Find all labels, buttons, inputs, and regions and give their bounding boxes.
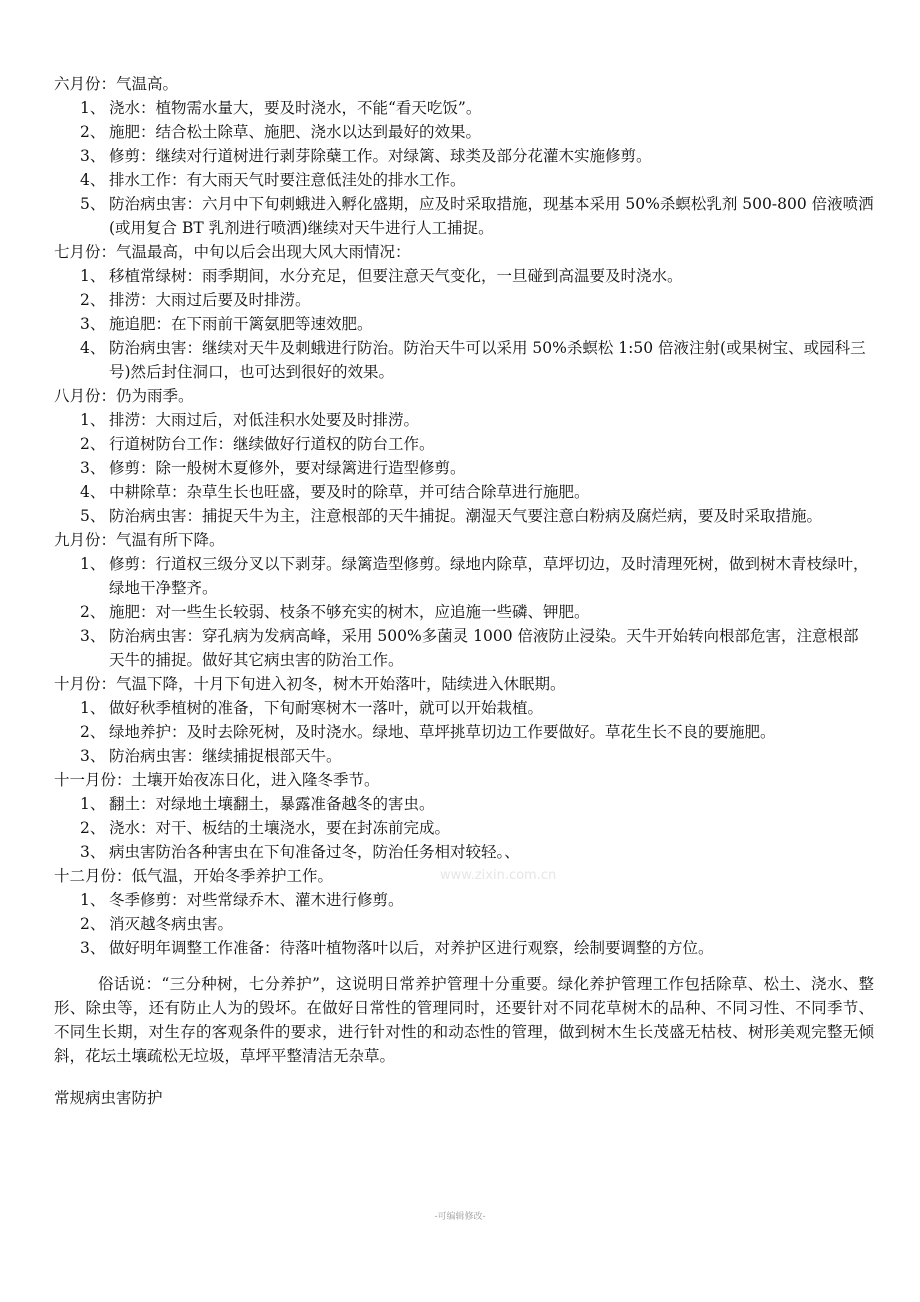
item-number: 3、 xyxy=(80,843,106,861)
list-item xyxy=(54,120,874,144)
summary-paragraph: 俗话说：“三分种树，七分养护”，这说明日常养护管理十分重要。绿化养护管理工作包括除草、松土、浇水、整形、除虫等，还有防止人为的毁坏。在做好日常性的管理同时，还要针对不同花草树木的品种、不同习性、不同季节、不同生长期，对生存的客观条件的要求，进行针对性的和动态性的管理，做到树木生长茂盛无枯枝、树形美观完整无倾斜，花坛土壤疏松无垃圾，草坪平整清洁无杂草。 xyxy=(54,975,874,1065)
item-text: 行道树防台工作：继续做好行道权的防台工作。 xyxy=(109,435,435,453)
item-text: 修剪：行道权三级分叉以下剥芽。绿篱造型修剪。绿地内除草，草坪切边，及时清理死树，做到树木青枝绿叶，绿地干净整齐。 xyxy=(109,555,869,597)
item-number: 1、 xyxy=(80,411,106,429)
list-item xyxy=(54,720,874,744)
list-item xyxy=(54,288,874,312)
list-item xyxy=(54,696,874,720)
item-number: 3、 xyxy=(80,939,106,957)
item-number: 1、 xyxy=(80,891,106,909)
month-heading: 十月份：气温下降，十月下旬进入初冬，树木开始落叶，陆续进入休眠期。 xyxy=(54,675,566,693)
list-item xyxy=(54,96,874,120)
item-text: 防治病虫害：六月中下旬刺蛾进入孵化盛期，应及时采取措施，现基本采用 50%杀螟松乳剂 500-800 倍液喷洒(或用复合 BT 乳剂进行喷洒)继续对天牛进行人工捕捉。 xyxy=(109,195,874,237)
item-number: 3、 xyxy=(80,627,106,645)
item-number: 3、 xyxy=(80,459,106,477)
section-subheading: 常规病虫害防护 xyxy=(54,1089,163,1107)
monthly-sections xyxy=(54,72,874,960)
item-text: 排水工作：有大雨天气时要注意低洼处的排水工作。 xyxy=(109,171,466,189)
item-text: 防治病虫害：捕捉天牛为主，注意根部的天牛捕捉。潮湿天气要注意白粉病及腐烂病，要及时采取措施。 xyxy=(109,507,823,525)
item-text: 防治病虫害：继续对天牛及刺蛾进行防治。防治天牛可以采用 50%杀螟松 1:50 倍液注射(或果树宝、或园科三号)然后封住洞口，也可达到很好的效果。 xyxy=(109,339,866,381)
list-item xyxy=(54,912,874,936)
month-heading: 六月份：气温高。 xyxy=(54,75,179,93)
item-number: 2、 xyxy=(80,435,106,453)
item-number: 2、 xyxy=(80,123,106,141)
item-number: 2、 xyxy=(80,723,106,741)
list-item xyxy=(54,552,874,600)
item-number: 4、 xyxy=(80,171,106,189)
item-number: 1、 xyxy=(80,555,106,573)
item-text: 病虫害防治各种害虫在下旬准备过冬，防治任务相对较轻。、 xyxy=(109,843,520,861)
item-number: 2、 xyxy=(80,915,106,933)
item-text: 修剪：除一般树木夏修外，要对绿篱进行造型修剪。 xyxy=(109,459,466,477)
page-footer: -可编辑修改- xyxy=(434,1212,486,1222)
list-item xyxy=(54,624,874,672)
list-item xyxy=(54,168,874,192)
document-body xyxy=(54,72,874,1110)
list-item xyxy=(54,816,874,840)
month-heading: 九月份：气温有所下降。 xyxy=(54,531,225,549)
list-item xyxy=(54,504,874,528)
item-number: 2、 xyxy=(80,291,106,309)
item-number: 5、 xyxy=(80,195,106,213)
item-text: 浇水：植物需水量大，要及时浇水，不能“看天吃饭”。 xyxy=(109,99,482,117)
item-text: 移植常绿树：雨季期间，水分充足，但要注意天气变化，一旦碰到高温要及时浇水。 xyxy=(109,267,683,285)
item-number: 4、 xyxy=(80,339,106,357)
item-number: 5、 xyxy=(80,507,106,525)
month-heading: 八月份：仍为雨季。 xyxy=(54,387,194,405)
item-text: 施追肥：在下雨前干篱氨肥等速效肥。 xyxy=(109,315,373,333)
item-text: 做好明年调整工作准备：待落叶植物落叶以后，对养护区进行观察，绘制要调整的方位。 xyxy=(109,939,714,957)
item-text: 翻土：对绿地土壤翻土，暴露准备越冬的害虫。 xyxy=(109,795,435,813)
list-item xyxy=(54,744,874,768)
list-item xyxy=(54,456,874,480)
item-text: 施肥：结合松土除草、施肥、浇水以达到最好的效果。 xyxy=(109,123,482,141)
item-number: 1、 xyxy=(80,795,106,813)
item-number: 3、 xyxy=(80,747,106,765)
item-number: 2、 xyxy=(80,819,106,837)
list-item xyxy=(54,600,874,624)
month-heading: 七月份：气温最高，中旬以后会出现大风大雨情况： xyxy=(54,243,411,261)
item-number: 1、 xyxy=(80,267,106,285)
item-number: 3、 xyxy=(80,315,106,333)
item-text: 施肥：对一些生长较弱、枝条不够充实的树木，应追施一些磷、钾肥。 xyxy=(109,603,590,621)
list-item xyxy=(54,936,874,960)
list-item xyxy=(54,480,874,504)
list-item xyxy=(54,264,874,288)
item-text: 浇水：对干、板结的土壤浇水，要在封冻前完成。 xyxy=(109,819,451,837)
watermark: www.zixin.com.cn xyxy=(440,868,557,883)
month-heading: 十一月份：土壤开始夜冻日化，进入隆冬季节。 xyxy=(54,771,380,789)
item-number: 3、 xyxy=(80,147,106,165)
item-text: 防治病虫害：穿孔病为发病高峰，采用 500%多菌灵 1000 倍液防止浸染。天牛开始转向根部危害，注意根部天牛的捕捉。做好其它病虫害的防治工作。 xyxy=(109,627,859,669)
item-number: 1、 xyxy=(80,699,106,717)
list-item xyxy=(54,408,874,432)
item-text: 绿地养护：及时去除死树，及时浇水。绿地、草坪挑草切边工作要做好。草花生长不良的要施肥。 xyxy=(109,723,776,741)
month-heading: 十二月份：低气温，开始冬季养护工作。 xyxy=(54,867,334,885)
list-item xyxy=(54,840,874,864)
list-item xyxy=(54,312,874,336)
list-item xyxy=(54,792,874,816)
item-number: 2、 xyxy=(80,603,106,621)
item-text: 做好秋季植树的准备，下旬耐寒树木一落叶，就可以开始栽植。 xyxy=(109,699,544,717)
item-text: 修剪：继续对行道树进行剥芽除蘖工作。对绿篱、球类及部分花灌木实施修剪。 xyxy=(109,147,652,165)
item-number: 1、 xyxy=(80,99,106,117)
item-text: 中耕除草：杂草生长也旺盛，要及时的除草，并可结合除草进行施肥。 xyxy=(109,483,590,501)
item-text: 冬季修剪：对些常绿乔木、灌木进行修剪。 xyxy=(109,891,404,909)
list-item xyxy=(54,192,874,240)
item-text: 消灭越冬病虫害。 xyxy=(109,915,234,933)
list-item xyxy=(54,144,874,168)
item-number: 4、 xyxy=(80,483,106,501)
list-item xyxy=(54,336,874,384)
list-item xyxy=(54,432,874,456)
item-text: 排涝：大雨过后要及时排涝。 xyxy=(109,291,311,309)
list-item xyxy=(54,888,874,912)
item-text: 排涝：大雨过后，对低洼积水处要及时排涝。 xyxy=(109,411,420,429)
item-text: 防治病虫害：继续捕捉根部天牛。 xyxy=(109,747,342,765)
